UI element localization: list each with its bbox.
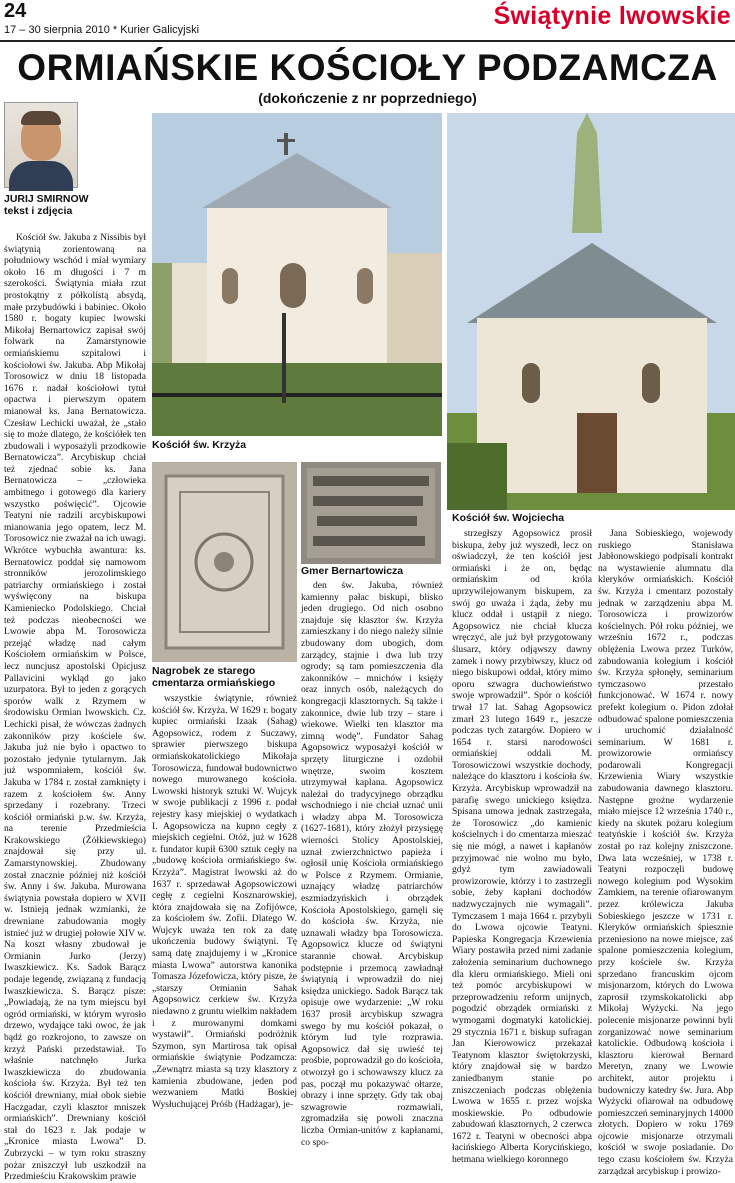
header-rule <box>0 40 735 42</box>
section-title: Świątynie lwowskie <box>493 2 731 30</box>
author-byline <box>4 193 144 217</box>
photo-church-holy-cross <box>152 113 442 436</box>
photo-gravestone <box>152 462 297 662</box>
text-column-4 <box>452 528 592 1166</box>
text-column-1 <box>4 232 146 1183</box>
article-subtitle: (dokończenie z nr poprzedniego) <box>258 90 477 106</box>
paragraph: Jana Sobieskiego, wojewody ruskiego Stanisława Jabłonowskiego podpisali kontrakt na wystawienie alumnatu dla kleryków ormiańskich. Kościół św. Krzyża i cmentarz pozostały jednak w zarządzeniu abpa M. Torosowicza i prowizorów kościelnych. Pół roku później, we wrześniu 1672 r., podczas oblężenia Lwowa przez Turków, zabudowania kolegium i kościół św. Krzyża spłonęły, seminarium tymczasowo przestało funkcjonować. W 1674 r. nowy prefekt kolegium o. Pidon zdołał odbudować spalone pomieszczenia i uruchomić działalność seminarium. W 1681 r. prowizorowie ormiańscy podarowali Kongregacji Krzewienia Wiary wszystkie zabudowania dawnego klasztoru. Następne groźne wydarzenie miało miejsce 12 września 1740 r., kiedy na skutek pożaru kolegium teatyńskie i kościół św. Krzyża został po raz kolejny zniszczone. Dwa lata wcześniej, w 1738 r. Teatyni rozpoczęli budowę nowego kolegium pod Wysokim Zamkiem, na terenie ofiarowanym przez królewicza Jakuba Sobieskiego jeszcze w 1731 r. Kleryków ormiańskich śpiesznie przeniesiono na nowe miejsce, zaś spalone pomieszczenia kolegium, przy kościele św. Krzyża sprzedano francuskim ojcom misjonarzom, których do Lwowa zaprosił rzymskokatolicki abp Mikołaj Wyżycki. Na jego polecenie misjonarze powinni byli zorganizować nowe seminarium katolickie. Odbudową kościoła i klasztoru kierował Bernard Meretyn, znany we Lwowie architekt, autor projektu i budowniczy katedry św. Jura. Abp Wyżycki ofiarował na odbudowę pomieszczeń seminaryjnych 14000 złotych. Dopiero w roku 1769 ojcowie misjonarze otrzymali kościół w swoje posiadanie. Do tego czasu kościołem św. Krzyża zarządzał arcybiskup i prowizo- <box>598 528 733 1177</box>
text-column-2 <box>152 693 297 1108</box>
paragraph: strzegłszy Agopsowicz prosił biskupa, żeby już wyszedł, lecz on oświadczył, że ten kościół jest ormiański i że on, będąc ormiańskim od króla uprzywilejowanym biskupem, za swój go uważa i żąda, żeby mu klucz oddał i ustąpił z niego. Agopsowicz nie chciał klucza wręczyć, ale już był przygotowany ślusarz, który odjąwszy dawny zamek i nowy przybiwszy, klucz od niego biskupowi oddał, który mimo oporu szwagra duchowieństwo swoje wprowadził”. Spór o kościół trwał 17 lat. Sahag Agopsowicz zmarł 23 lutego 1649 r., jeszcze podczas tych zatargów. Dopiero w 1654 r. starsi narodowości ormiańskiej oddali M. Torosowiczowi wszystkie dochody, należące do klasztoru i kościoła św. Krzyża. Arcybiskup wprowadził na parafię swego unickiego księdza. Spisana umowa jednak zastrzegała, że Torosowicz „do kamienic kościelnych i do cmentarza mieszać się nie mógł, a nawet i kapłanów przyjmować nie wolno mu było, gdyż tym zawiadowali prowizorowie, którzy i to zastrzegli sobie, żeby kapłani dochodów nadzwyczajnych nie wymagali”. Tymczasem 1 maja 1664 r. przybyli do Lwowa ojcowie Teatyni. Papieska Kongregacja Krzewienia Wiary postawiła przed nimi zadanie założenia seminarium duchownego dla kleru ormiańskiego. Mieli oni też pomóc arcybiskupowi w przeprowadzeniu reform unijnych, pogodzić obrządek ormiański z wymogami dogmatyki katolickiej. 29 stycznia 1671 r. biskup sufragan Jan Kierowowicz przekazał Teatynom klasztor świętokrzyski, który znajdował się w bardzo zaniedbanym stanie po zniszczeniach podczas oblężenia Lwowa w 1655 r. przez wojska moskiewskie. Po odbudowie zabudowań klasztornych, 2 czerwca 1672 r. Teatyni w obecności abpa łacińskiego Alberta Korycińskiego, hetmana wielkiego koronnego <box>452 528 592 1166</box>
caption-st-wojciech: Kościół św. Wojciecha <box>452 512 565 524</box>
article-title: ORMIAŃSKIE KOŚCIOŁY PODZAMCZA <box>17 47 718 88</box>
text-column-3 <box>301 580 443 1148</box>
caption-holy-cross: Kościół św. Krzyża <box>152 439 247 451</box>
photo-church-st-wojciech <box>447 113 735 510</box>
text-column-5 <box>598 528 733 1177</box>
paragraph: Kościół św. Jakuba z Nissibis był świątynią zorientowaną na południowy wschód i miał wymiary około 16 m długości i 7 m szerokości. Świątynia miała rzut prostokątny z półkolistą absydą, małe przybudówki i babiniec. Około 1580 r. bogaty kupiec lwowski Mikołaj Bernartowicz zapisał swój folwark na Zamarstynowie ormiańskiemu szpitalowi i kościołowi św. Jakuba. Abp Mikołaj Torosowicz w dniu 18 listopada 1676 r. nadał kościołowi tytuł opactwa i pierwszym opatem mianował ks. Jana Bernatowicza. Czesław Lechicki uważał, że „stało się to może dlatego, że kościółek ten zbudowali i wyposażyli przodkowie Bernatowicza”. Arcybiskup chciał też zjednać sobie ks. Jana Bernatowicza – „człowieka ambitnego i gotowego dla kariery wszystko poświęcić”. Ojcowie Teatyni nie radzili arcybiskupowi mianowania jego opatem, lecz M. Torosowicz nie zważał na ich uwagi. Wkrótce wybuchła awantura: ks. Bernatowicz poddał się namowom stronników jerozolimskiego patriarchy ormiańskiego i został wyświęcony na biskupa Kamienieckо Podolskiego. Chciał też podczas nieobecności we Lwowie abpa M. Torosowicza przejąć władzę nad całym Kościołem ormiańskim w Polsce, lecz nuncjusz apostolski Opicjusz Pallavicini wykląd go jako uzurpatora. Był to jeden z gorących sporów walk z Rzymem w środowisku Ormian lwowskich. Cz. Lechicki pisał, że wówczas żadnych zakonników przy kościele św. Jakuba już nie było i opactwo to pozostało jedynie tytularnym. Jak już wspomniałem, kościół św. Jakuba w 1784 r. został zamknięty i razem z kościołem św. Anny sprzedany i rozebrany. Trzeci kościół ormiański p.w. św. Krzyża, na terenie Przedmieścia Krakowskiego (Żółkiewskiego) znajdował się przy ul. Zamarstynowskiej. Zbudowany został znacznie później niż kościół św. Anny i św. Jakuba. Murowana świątynia powstała dopiero w XVII w. Istnieją jednak wzmianki, że drewniane zabudowania mogły istnieć już w drugiej połowie XIV w. Na koszt własny zbudował je Ormianin Jurko (Jerzy) Iwaszkiewicz. Ks. Sadok Barącz podaje legendę, związaną z fundacją Iwaszkiewicza. S. Barącz pisze: „Powiadają, że na tym miejscu był ogród ormiański, w którym wyrosło drzewo, wydające taki owoc, że jak bądź go rozkrojono, to zawsze on krzyż Pański przedstawiał. To właśnie natchnęło Jurka Iwaszkiewicza do zbudowania kościoła św. Krzyża. Był też ten kościół drewniany, miał obok siebie Haczgadar, czyli klasztor mniszek ormiańskich”. Drewniany kościół stał do 1623 r. Jak podaje w „Kronice miasta Lwowa” D. Zubrzycki – w tym roku straszny pożar zniszczył lub uszkodził na Przedmieściu Krakowskim prawie <box>4 232 146 1183</box>
paragraph: den św. Jakuba, również kamienny pałac biskupi, blisko jeden drugiego. Od nich osobno znajduje się klasztor św. Krzyża zamieszkany i do niego należy silnie zbudowany dom ubogich, dom zarządcy, stajnie i dwa lub trzy ogrody; są tam pomieszczenia dla zakonników – mnichów i księży oraz innych osób, należących do kongregacji klasztornych. Są także i zakonnice, dwie lub trzy – stare i wiekowe. Wielki ten klasztor ma zimną wodę”. Fundator Sahag Agopsowicz wyposażył kościół w sprzęty liturgiczne i ozdobił wnętrze, swoim kosztem utrzymywał kaplana. Agopsowicz należał do tradycyjnego obrządku wschodniego i nie chciał uznać unii i władzy abpa M. Torosowicza (1627-1681), który złożył przysięgę wierności Stolicy Apostolskiej, uznał zwierzchnictwo papieża i ogłosił unię Kościoła ormiańskiego w Polsce z Rzymem. Ormianie, uznający władzę patriarchów eszmiadzyńskich i obrządek Kościoła Apostolskiego, gamęli się do kościoła św. Krzyża, nie uznawali władzy bpa Torosowicza. Agopsowicz klucze od świątyni starannie chował. Arcybiskup podstępnie i przemocą zawładnął świątynią i wprowadził do niej księdza unickiego. Sadok Barącz tak opisuje owe wydarzenie: „W roku 1637 prosił arcybiskup szwagra swego by mu kościół pokazał, o którym lud tyle rozprawia. Agopsowicz dał się uwieść tej prośbie, poprowadził go do kościoła, otworzył go i schowawszy klucz za pas, począł mu pokazywać ołtarze, obrazy i inne sprzęty. Gdy tak obaj szwagrowie rozmawiali, zgromadziła się powoli znaczna liczba Ormian-unitów z kapłanami, co spo- <box>301 580 443 1148</box>
author-name: JURIJ SMIRNOW <box>4 193 89 205</box>
author-credit: tekst i zdjęcia <box>4 205 73 217</box>
page-number: 24 <box>4 0 27 22</box>
caption-gravestone: Nagrobek ze starego cmentarza ormiańskiego <box>152 665 276 689</box>
paragraph: wszystkie świątynie, również kościół św. Krzyża. W 1629 r. bogaty kupiec ormiański Izaak (Sahag) Agopsowicz, rodem z Suczawy, sprawier pierwszego biskupa ormiańskokatolickiego Mikołaja Torosowicza, fundował budownictwo nowego murowanego kościoła. Lwowski historyk sztuki W. Wujcyk w swoje publikacji z 1996 r. podał rejestry kasy miejskiej o wydatkach I. Agopsowicza na kupno cegły z miejskich cegielni. Otóż, już w 1628 r. fundator kupił 6300 sztuk cegły na „budowę kościoła ormiańskiego św. Krzyża”. Magistrat lwowski aż do 1637 r. sprzedawał Agopsowiczowi cegłę z cegielni Kosznarowskiej, która znajdowała się na Zofijówce, za kościołem św. Zofii. Dlatego W. Wujcyk uważa ten rok za datę ukończenia budowy świątyni. Tę samą datę znajdujemy i w „Kronice miasta Lwowa” autorstwa kanonika Tomasza Józefowicza, który pisze, że „starszy Ormianin Sahak Agopsowicz cerkiew św. Krzyża niedawno z gruntu wielkim nakładem i z murowanymi domkami wystawił”. Ormiański podróżnik Szymon, syn Martirosa tak opisał ormiańskie świątynie Podzamcza: „Zewnątrz miasta są trzy klasztory z kamienia zbudowane, jeden pod wezwaniem Matki Boskiej Wysłuchującej Próśb (Hadżagar), je- <box>152 693 297 1110</box>
author-photo <box>4 102 78 188</box>
issue-date: 17 – 30 sierpnia 2010 * Kurier Galicyjski <box>4 24 200 36</box>
caption-gmer: Gmer Bernartowicza <box>301 565 404 577</box>
photo-gmer-bernartowicza <box>301 462 441 564</box>
